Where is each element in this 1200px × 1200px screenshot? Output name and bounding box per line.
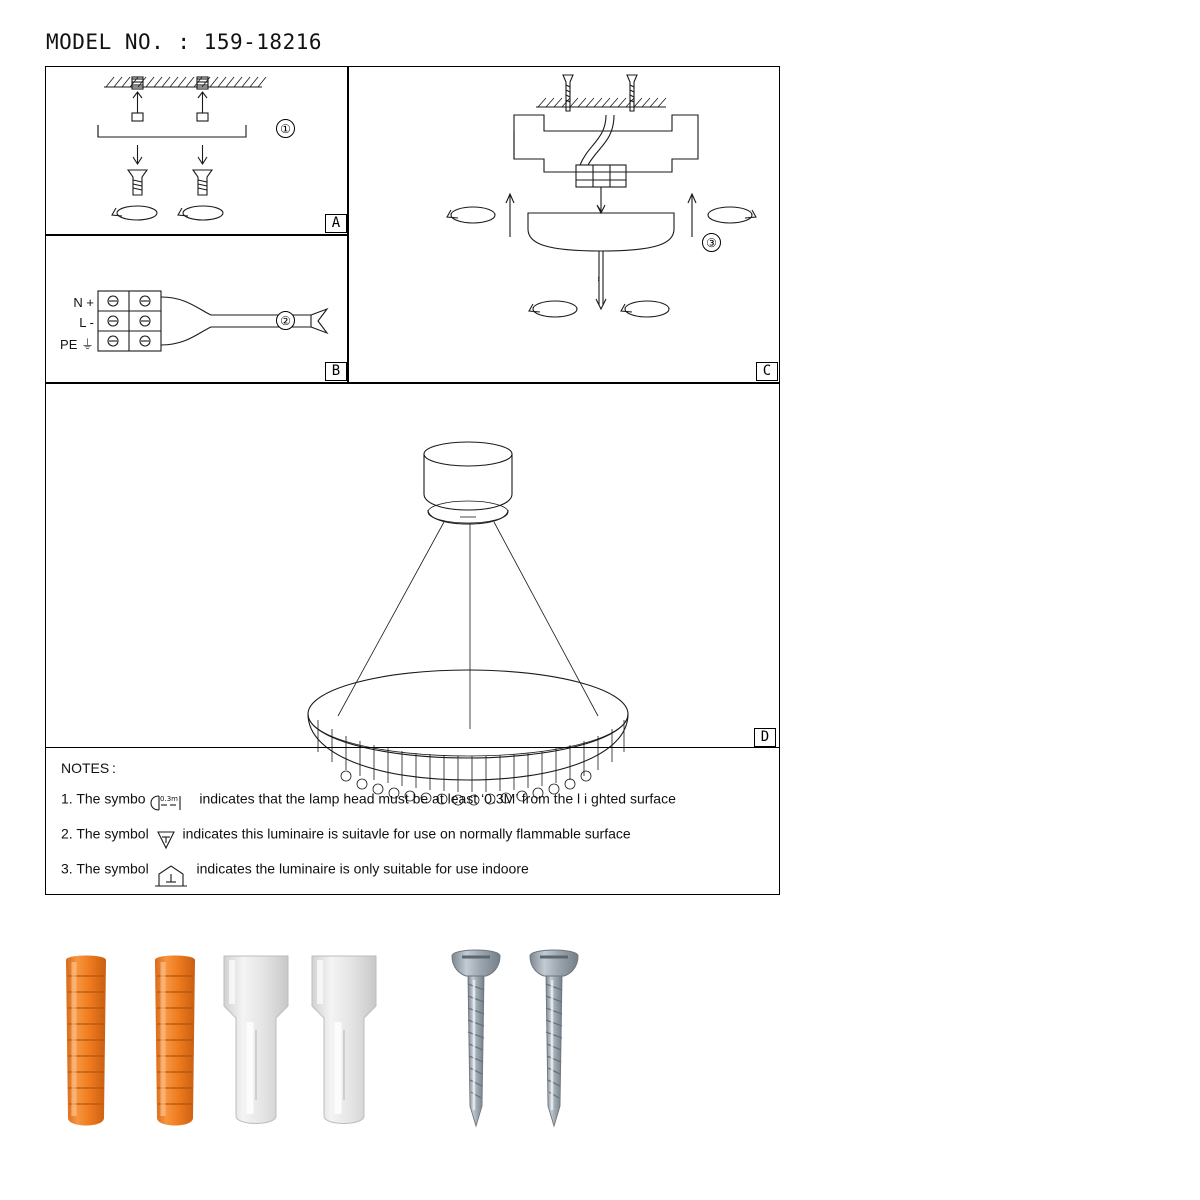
terminal-label-n: N +	[73, 295, 94, 310]
terminal-label-pe: PE ⏚	[60, 337, 94, 352]
note-item-3	[61, 858, 529, 882]
min-distance-icon	[149, 793, 195, 813]
note-1-prefix: 1.	[61, 790, 73, 807]
svg-text:0.3m: 0.3m	[160, 795, 179, 803]
panel-label-a: A	[325, 214, 347, 233]
hardware-parts-row	[0, 930, 1200, 1160]
step-number-3: ③	[702, 233, 721, 252]
model-number-label: MODEL NO. : 159-18216	[46, 30, 323, 54]
note-3-prefix: 3.	[61, 860, 73, 877]
panel-label-d: D	[754, 728, 776, 747]
instruction-sheet	[45, 66, 780, 895]
part-wall-plug-white-2	[312, 956, 376, 1124]
note-2-prefix: 2.	[61, 825, 73, 842]
note-2-before: The symbol	[76, 825, 149, 842]
part-wall-anchor-orange-2	[155, 956, 195, 1126]
panel-a-drawing	[46, 67, 347, 234]
panel-c	[348, 67, 779, 382]
step-number-2: ②	[276, 311, 295, 330]
notes-title: NOTES :	[61, 760, 116, 776]
cable-length-annotation: …	[596, 276, 604, 282]
note-1-after: indicates that the lamp head must be at least ‘0.3M’ from the l i ghted surface	[199, 790, 676, 807]
panel-d	[46, 384, 779, 748]
panel-b	[46, 235, 347, 382]
flammable-surface-icon	[153, 829, 179, 851]
part-screw-1	[452, 950, 500, 1126]
step-number-1: ①	[276, 119, 295, 138]
part-wall-plug-white-1	[224, 956, 288, 1124]
panel-d-drawing	[46, 384, 779, 748]
panel-a	[46, 67, 347, 234]
note-1-before: The symbo	[76, 790, 146, 807]
note-item-2	[61, 824, 631, 846]
note-3-after: indicates the luminaire is only suitable for use indoore	[196, 860, 529, 877]
part-screw-2	[530, 950, 578, 1126]
part-wall-anchor-orange-1	[66, 956, 106, 1126]
panel-label-b: B	[325, 362, 347, 381]
terminal-label-l: L -	[79, 315, 94, 330]
indoor-use-icon	[153, 864, 193, 888]
panel-label-c: C	[756, 362, 778, 381]
note-3-before: The symbol	[76, 860, 149, 877]
note-item-1	[61, 790, 676, 810]
panel-c-drawing	[348, 67, 779, 382]
note-2-after: indicates this luminaire is suitavle for use on normally flammable surface	[182, 825, 631, 842]
notes-section	[46, 747, 779, 894]
